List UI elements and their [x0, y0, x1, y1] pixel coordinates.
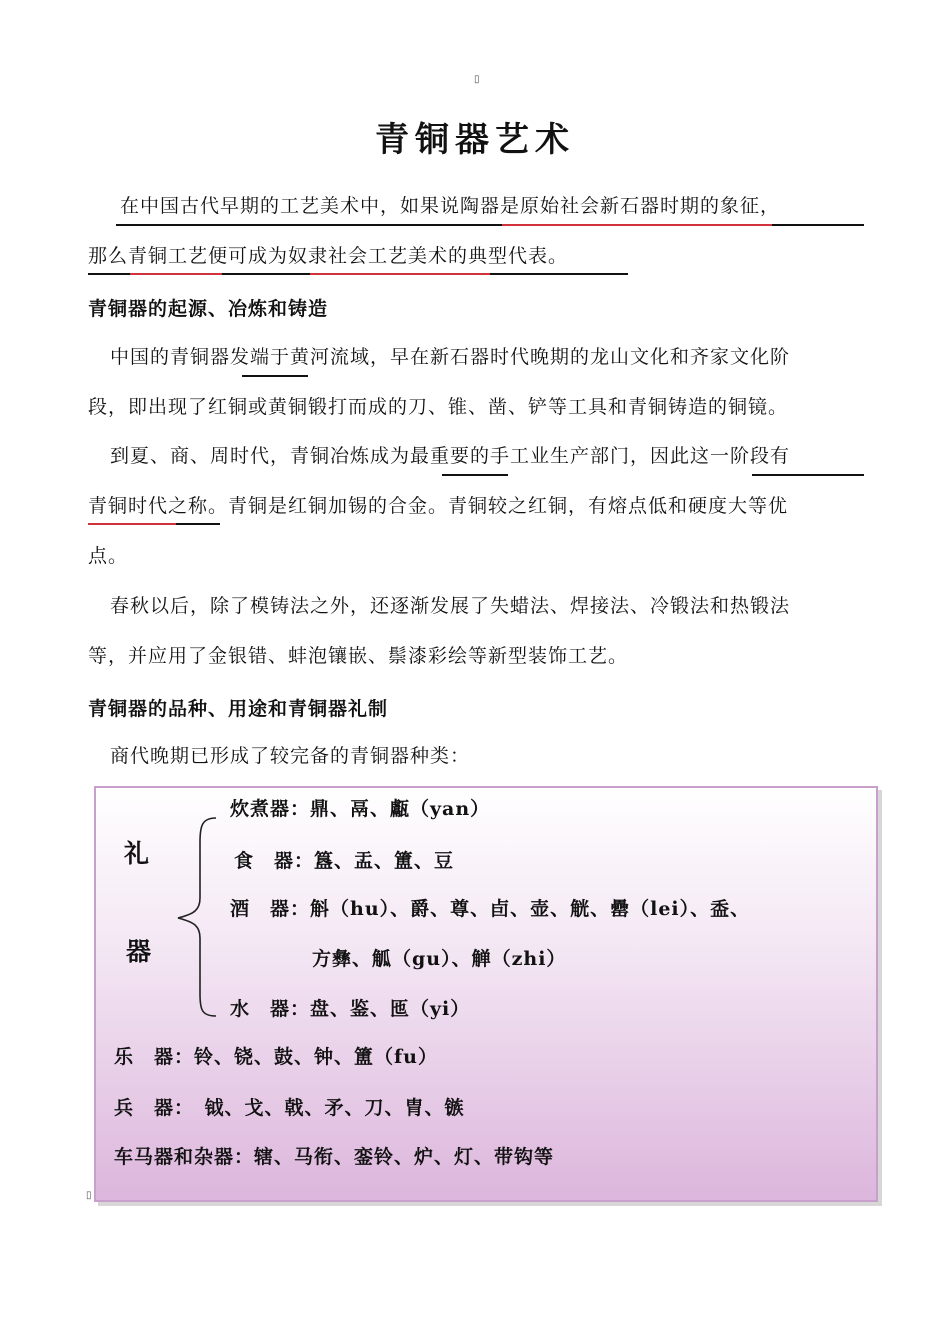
para1-line-2: 段，即出现了红铜或黄铜锻打而成的刀、锥、凿、铲等工具和青铜铸造的铜镜。 [88, 396, 789, 418]
intro-line-2: 那么青铜工艺便可成为奴隶社会工艺美术的典型代表。 [88, 245, 569, 267]
para2-line-1: 到夏、商、周时代，青铜冶炼成为最重要的手工业生产部门，因此这一阶段有 [110, 445, 791, 467]
row-chariot-misc: 车马器和杂器：辖、马衔、銮铃、炉、灯、带钩等 [114, 1146, 555, 1168]
para2-line-2: 青铜时代之称。青铜是红铜加锡的合金。青铜较之红铜，有熔点低和硬度大等优 [88, 495, 789, 517]
row-musical-instruments: 乐 器：铃、铙、鼓、钟、簠（fu） [114, 1046, 438, 1068]
para3-line-2: 等，并应用了金银错、蚌泡镶嵌、鬃漆彩绘等新型装饰工艺。 [88, 645, 629, 667]
intro-red-underline-2 [130, 273, 222, 275]
brace-icon [168, 814, 224, 1022]
para2-red-underline [88, 523, 176, 525]
para1-line-1: 中国的青铜器发端于黄河流域，早在新石器时代晚期的龙山文化和齐家文化阶 [110, 346, 791, 368]
qi-char: 器 [126, 937, 152, 966]
intro-red-underline-1 [502, 224, 772, 226]
li-char: 礼 [124, 839, 150, 868]
para3-line-1: 春秋以后，除了模铸法之外，还逐渐发展了失蜡法、焊接法、冷锻法和热锻法 [110, 595, 791, 617]
types-intro: 商代晚期已形成了较完备的青铜器种类： [110, 745, 471, 767]
row-wine-vessels-1: 酒 器：斛（hu）、爵、尊、卣、壶、觥、罍（lei）、盉、 [230, 898, 751, 920]
row-wine-vessels-2: 方彝、觚（gu）、觯（zhi） [312, 948, 567, 970]
intro-red-underline-3 [310, 273, 490, 275]
page-marker-bottom: ▯ [86, 1190, 92, 1201]
para1-underline [242, 375, 308, 377]
section-heading-origin: 青铜器的起源、冶炼和铸造 [88, 298, 329, 320]
page-marker-top: ▯ [474, 74, 480, 85]
intro-line-1: 在中国古代早期的工艺美术中，如果说陶器是原始社会新石器时期的象征， [120, 195, 781, 217]
row-food-vessels: 食 器：簋、盂、簠、豆 [234, 850, 455, 872]
page-title: 青铜器艺术 [375, 120, 575, 160]
row-weapons: 兵 器： 钺、戈、戟、矛、刀、胄、镞 [114, 1097, 465, 1119]
row-water-vessels: 水 器：盘、鉴、匜（yi） [230, 998, 471, 1020]
para2-underline-1 [442, 474, 508, 476]
row-cooking-vessels: 炊煮器：鼎、鬲、甗（yan） [230, 798, 491, 820]
section-heading-types: 青铜器的品种、用途和青铜器礼制 [88, 698, 389, 720]
para2-underline-2 [752, 474, 864, 476]
para2-line-3: 点。 [88, 545, 129, 567]
